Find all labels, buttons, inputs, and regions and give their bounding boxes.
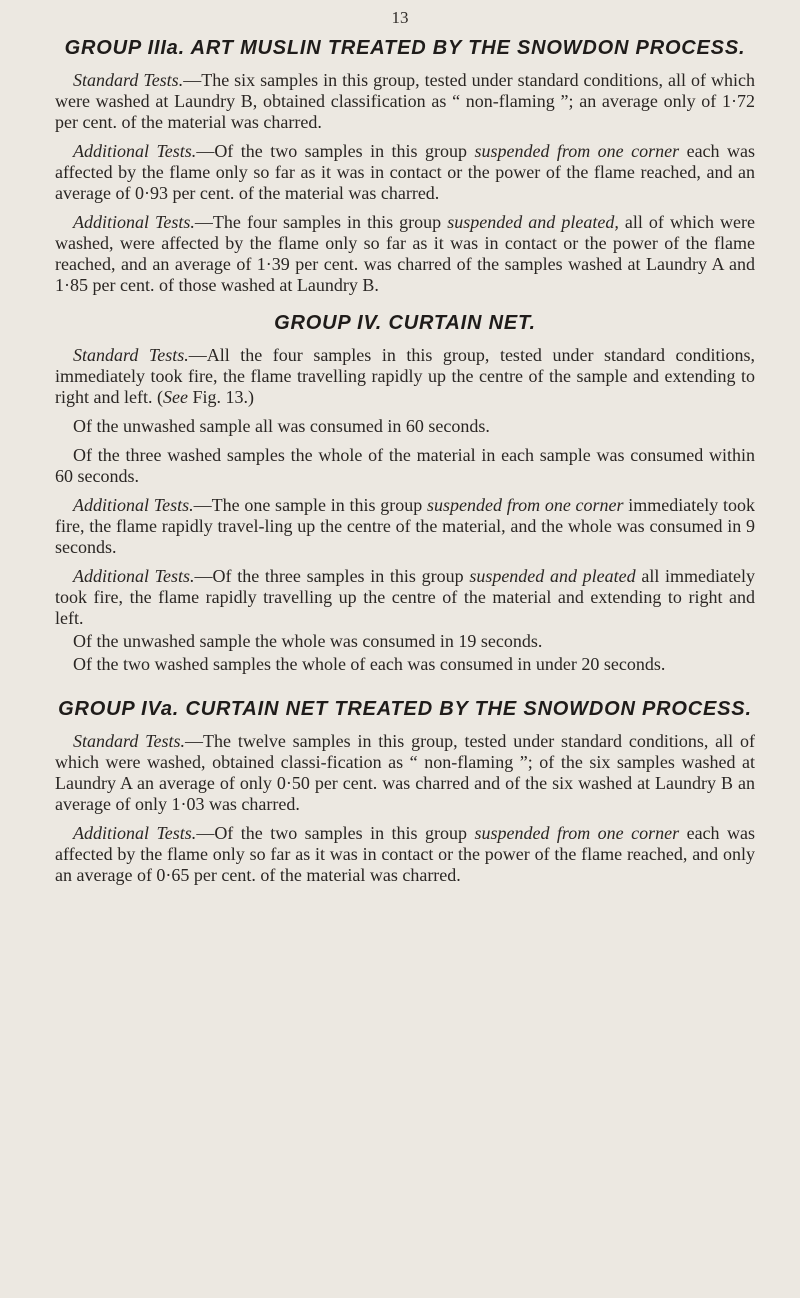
paragraph-emphasis: suspended from one corner [474, 141, 680, 161]
paragraph-text: The six samples in this group, tested under standard conditions, all of which were washed at Laundry B, obtained classification as “ non-flaming ”; an average only of 1·72 per cent. of the material was charred. [55, 70, 756, 132]
paragraph-emphasis: suspended and pleated [469, 566, 636, 586]
section-heading: GROUP IIIa. ART MUSLIN TREATED BY THE SNOWDON PROCESS. [64, 37, 746, 59]
paragraph [55, 631, 755, 652]
paragraph-lead: Additional Tests. [73, 212, 195, 232]
paragraph-text-pre: Of the three samples in this group [212, 566, 470, 586]
page-number: 13 [391, 8, 409, 27]
paragraph-text: each was affected by the flame only so far as it was in contact or the power of the flame reached, and an average of 0·93 per cent. of the material was charred. [55, 141, 755, 203]
paragraph-text: Fig. 13.) [187, 387, 254, 407]
paragraph-text-pre: The four samples in this group [212, 212, 448, 232]
paragraph [55, 445, 755, 487]
paragraph-text: Of the unwashed sample the whole was consumed in 19 seconds. [73, 631, 543, 651]
paragraph [55, 416, 755, 437]
paragraph-text-pre: All the four samples in this group, tested under standard conditions, immediately took fire, the flame travelling rapidly up the centre of the sample and extending to right and left. ( [55, 345, 755, 407]
paragraph-text: immediately took fire, the flame rapidly travel-ling up the centre of the material, and the whole was consumed in 9 seconds. [55, 495, 756, 557]
paragraph-dash: — [188, 345, 207, 365]
paragraph-dash: — [196, 141, 215, 161]
paragraph-text: Of the three washed samples the whole of the material in each sample was consumed within 60 seconds. [55, 445, 755, 486]
paragraph-dash: — [193, 495, 212, 515]
paragraph-dash: — [196, 823, 215, 843]
paragraph-text: all immediately took fire, the flame rapidly travelling up the centre of the material and extending to right and left. [55, 566, 755, 628]
paragraph-emphasis: suspended from one corner [474, 823, 680, 843]
paragraph [55, 495, 755, 558]
section-group-iv [55, 311, 755, 675]
paragraph [55, 70, 755, 133]
paragraph-text: The twelve samples in this group, tested under standard conditions, all of which were washed, obtained classi-fication as “ non-flaming ”; of the six samples washed at Laundry A an average of only 0·50 per cent. was charred and of the six washed at Laundry B an average of only 1·03 was charred. [55, 731, 755, 814]
paragraph-text: Of the two washed samples the whole of each was consumed in under 20 seconds. [73, 654, 666, 674]
section-heading: GROUP IV. CURTAIN NET. [274, 312, 536, 334]
paragraph-lead: Additional Tests. [73, 566, 195, 586]
paragraph [55, 141, 755, 204]
paragraph [55, 212, 755, 296]
paragraph-text-pre: The one sample in this group [211, 495, 428, 515]
paragraph-text: each was affected by the flame only so far as it was in contact or the power of the flame reached, and only an average of 0·65 per cent. of the material was charred. [55, 823, 755, 885]
paragraph-lead: Standard Tests. [73, 345, 189, 365]
paragraph-lead: Additional Tests. [73, 495, 194, 515]
paragraph-emphasis: See [162, 387, 188, 407]
paragraph [55, 566, 755, 629]
paragraph-dash: — [194, 566, 213, 586]
section-group-iiia [55, 36, 755, 296]
paragraph [55, 345, 755, 408]
paragraph-emphasis: suspended from one corner [427, 495, 624, 515]
paragraph-text: Of the unwashed sample all was consumed in 60 seconds. [73, 416, 490, 436]
paragraph-lead: Additional Tests. [73, 141, 197, 161]
paragraph-text-pre: Of the two samples in this group [214, 141, 475, 161]
paragraph [55, 654, 755, 675]
paragraph-dash: — [185, 731, 204, 751]
section-heading: GROUP IVa. CURTAIN NET TREATED BY THE SNOWDON PROCESS. [58, 698, 752, 720]
paragraph [55, 823, 755, 886]
paragraph-dash: — [183, 70, 202, 90]
paragraph-text: all of which were washed, were affected by the flame only so far as it was in contact or the power of the flame reached, and an average of 1·39 per cent. was charred of the samples washed at Laundry A and 1·85 per cent. of those washed at Laundry B. [55, 212, 756, 295]
section-group-iva [55, 697, 755, 886]
paragraph-lead: Standard Tests. [73, 731, 186, 751]
paragraph-emphasis: suspended and pleated, [447, 212, 619, 232]
paragraph-lead: Standard Tests. [73, 70, 184, 90]
paragraph-lead: Additional Tests. [73, 823, 197, 843]
paragraph [55, 731, 755, 815]
page-content [55, 36, 755, 901]
paragraph-text-pre: Of the two samples in this group [214, 823, 475, 843]
paragraph-dash: — [194, 212, 213, 232]
